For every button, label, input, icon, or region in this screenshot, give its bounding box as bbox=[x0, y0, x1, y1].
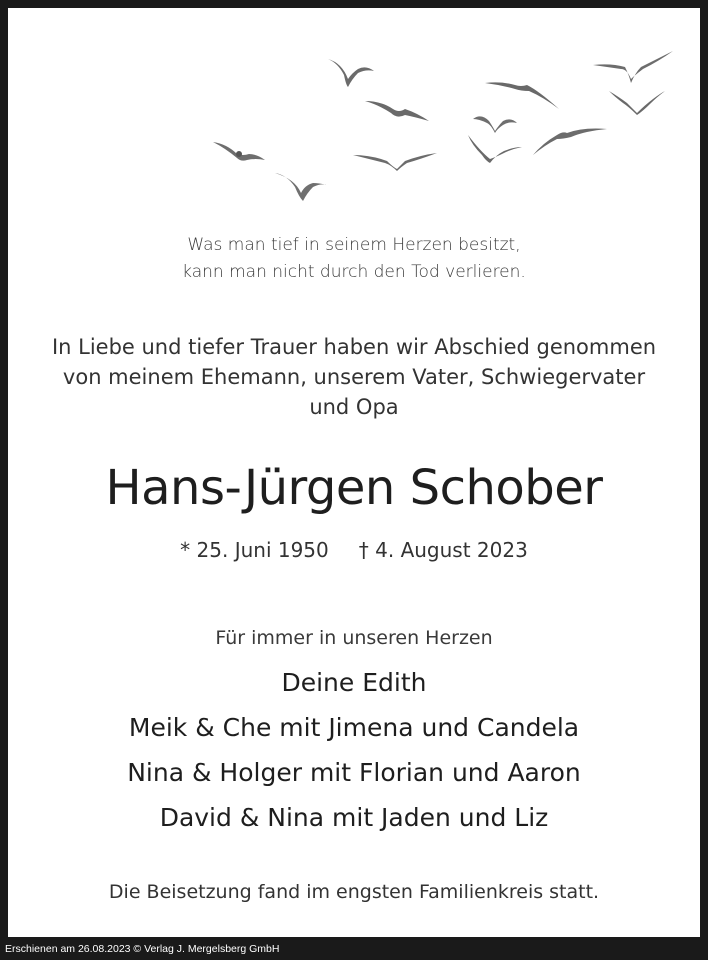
deceased-name: Hans-Jürgen Schober bbox=[105, 460, 603, 516]
bird-icon bbox=[353, 149, 439, 173]
bird-icon bbox=[275, 171, 329, 205]
bird-icon bbox=[485, 77, 561, 111]
bird-icon bbox=[593, 51, 675, 85]
farewell-line: und Opa bbox=[309, 395, 399, 419]
quote-line: kann man nicht durch den Tod verlieren. bbox=[182, 262, 526, 282]
death-date: † 4. August 2023 bbox=[358, 538, 528, 562]
mourner-entry: Meik & Che mit Jimena und Candela bbox=[128, 713, 580, 742]
memorial-quote bbox=[8, 232, 700, 286]
mourner-entry: Deine Edith bbox=[281, 668, 427, 697]
publication-footer: Erschienen am 26.08.2023 © Verlag J. Mergelsberg GmbH bbox=[5, 943, 280, 955]
birth-date: * 25. Juni 1950 bbox=[180, 538, 329, 562]
mourner-entry: Nina & Holger mit Florian und Aaron bbox=[127, 758, 581, 787]
bird-icon bbox=[328, 57, 376, 89]
bird-icon bbox=[468, 135, 524, 169]
remembrance-line: Für immer in unseren Herzen bbox=[215, 627, 493, 649]
flying-birds-image bbox=[203, 41, 683, 211]
bird-icon bbox=[365, 97, 431, 125]
burial-note: Die Beisetzung fand im engsten Familienkreis statt. bbox=[108, 881, 600, 903]
mourners-list bbox=[8, 660, 700, 840]
mourner-entry: David & Nina mit Jaden und Liz bbox=[159, 803, 549, 832]
farewell-line: In Liebe und tiefer Trauer haben wir Abschied genommen bbox=[51, 335, 657, 359]
quote-line: Was man tief in seinem Herzen besitzt, bbox=[187, 235, 521, 255]
bird-icon bbox=[533, 125, 609, 157]
bird-icon bbox=[473, 113, 519, 135]
bird-icon bbox=[609, 89, 667, 119]
obituary-notice bbox=[8, 8, 700, 937]
bird-icon bbox=[213, 136, 267, 166]
life-dates bbox=[8, 536, 700, 564]
farewell-line: von meinem Ehemann, unserem Vater, Schwiegervater bbox=[62, 365, 646, 389]
farewell-text bbox=[8, 332, 700, 422]
